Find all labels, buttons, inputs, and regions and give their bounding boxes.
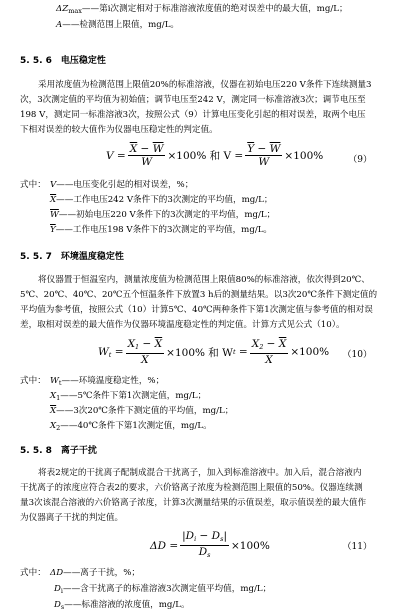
para-558-line4: 为仪器离子干扰的判定值。 (20, 513, 124, 523)
para-558-line2: 干扰离子的浓度应符合表2的要求，六价铬离子浓度为检测范围上限值的50%。仪器连续测 (20, 483, 363, 493)
equation-10-number: （10） (342, 350, 372, 360)
para-556-line1: 采用浓度值为检测范围上限值20%的标准溶液，仪器在初始电压220 V条件下连续测量3 (38, 80, 372, 90)
para-558-line1: 将表2规定的干扰离子配制成混合干扰离子，加入到标准溶液中。加入后，混合溶液内 (38, 468, 362, 478)
equation-10 (0, 338, 404, 368)
equation-9 (0, 143, 404, 173)
para-557-line2: 5℃、20℃、40℃、20℃五个恒温条件下放置3 h后的测量结果。以3次20℃条件下测定值的 (20, 290, 378, 300)
def-v: V——电压变化引起的相对误差，%； (50, 180, 194, 190)
def-wt: $W_t——$环境温度稳定性，%； (50, 376, 165, 387)
def-w-bar: $\overline{W}——$初始电压220 V条件下的3次测定的平均值，mg/L； (50, 210, 276, 220)
def-ds: $D_s——$标准溶液的浓度值，mg/L。 (54, 600, 190, 611)
equation-9-body: V = $\frac{\overline{X} - \overline{W}}{W}$ ×100% 和 V = $\frac{\overline{Y} - \overline{W}}{W}$ ×100% (106, 143, 324, 168)
para-556-line4: 下相对误差的较大值作为仪器电压稳定性的判定值。 (20, 125, 218, 135)
section-title-556: 5. 5. 6 电压稳定性 (20, 56, 106, 66)
section-title-558: 5. 5. 8 离子干扰 (20, 446, 97, 456)
equation-11-body: ΔD = $\frac{|D_i - D_s|}{D_s}$ ×100% (150, 530, 270, 559)
where-557: 式中： (20, 376, 46, 386)
para-558-line3: 量3次该混合溶液的六价铬离子浓度，计算3次测量结果的示值误差，取示值误差的最大值作 (20, 498, 367, 508)
def-x-bar: $\overline{X}——$工作电压242 V条件下的3次测定的平均值，mg/L； (50, 195, 273, 205)
para-557-line4: 差，取相对误差的最大值作为仪器环境温度稳定性的判定值。计算方式见公式（10）。 (20, 320, 345, 330)
def-x2: $X_2——40℃$条件下第1次测定值，mg/L。 (50, 421, 212, 432)
section-title-557: 5. 5. 7 环境温度稳定性 (20, 252, 124, 262)
def-delta-z-max: $\Delta Z_{max}——$第i次测定相对于标准溶液浓度值的绝对误差中的最大值，mg/L； (56, 4, 348, 15)
where-556: 式中： (20, 180, 46, 190)
def-di: $D_i——$含干扰离子的标准溶液3次测定值平均值，mg/L； (54, 584, 272, 595)
equation-11-number: （11） (342, 542, 372, 552)
def-x-bar-557: $\overline{X}——3$次20℃条件下测定值的平均值，mg/L； (50, 406, 234, 416)
def-delta-d: ΔD——离子干扰，%； (50, 568, 141, 578)
where-558: 式中： (20, 568, 46, 578)
para-556-line2: 次，3次测定值的平均值为初始值；调节电压至242 V，测定同一标准溶液3次；调节电压至 (20, 95, 366, 105)
equation-10-body: $W_t$ = $\frac{X_1 - \overline{X}}{X}$ ×100% 和 W t = $\frac{X_2 - \overline{X}}{X}$ ×100% (98, 338, 330, 366)
para-557-line1: 将仪器置于恒温室内，测量浓度值为检测范围上限值80%的标准溶液，依次得到20℃、 (38, 275, 370, 285)
para-556-line3: 198 V，测定同一标准溶液3次，按照公式（9）计算电压变化引起的相对误差，取两个电压 (20, 110, 366, 120)
para-557-line3: 平均值为参考值，按照公式（10）计算5℃、40℃两种条件下第1次测定值与参考值的相对误 (20, 305, 373, 315)
def-a: A——检测范围上限值，mg/L。 (56, 20, 180, 30)
def-x1: $X_1——5℃$条件下第1次测定值，mg/L； (50, 391, 207, 402)
equation-9-number: （9） (348, 155, 372, 165)
def-y-bar: $\overline{Y}——$工作电压198 V条件下的3次测定的平均值，mg/L。 (50, 225, 273, 235)
equation-11 (0, 530, 404, 560)
